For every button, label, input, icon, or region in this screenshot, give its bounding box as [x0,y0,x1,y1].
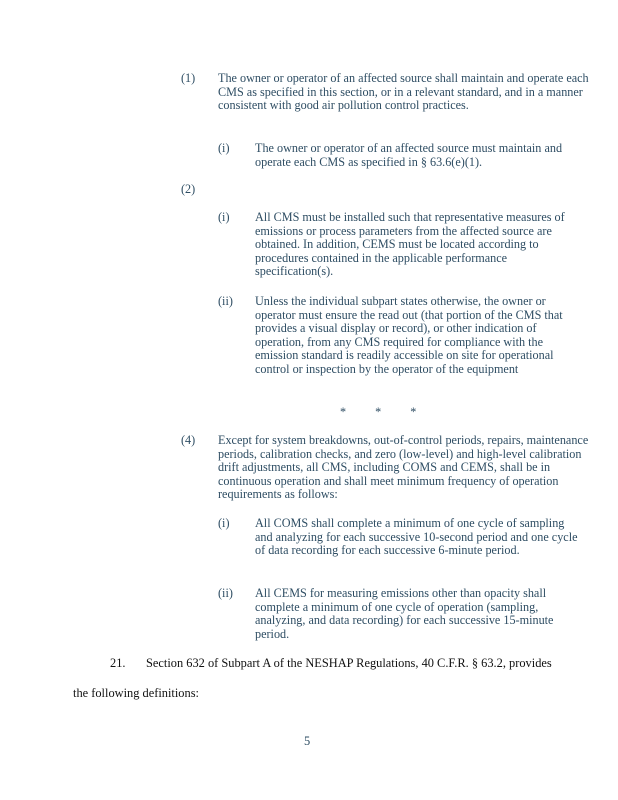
item-4-sub-i-number: (i) [218,516,230,530]
item-2-sub-i-number: (i) [218,210,230,224]
paragraph-21-line-1: Section 632 of Subpart A of the NESHAP Regulations, 40 C.F.R. § 63.2, provides [146,656,552,670]
paragraph-21-number: 21. [110,656,126,670]
item-2-sub-i-text: All CMS must be installed such that representative measures of emissions or process parameters from the affected source are obtained. In addition, CEMS must be located according to procedures contained in the applicable performance specification(s). [255,210,565,278]
item-1-sub-i-number: (i) [218,141,230,155]
item-4-sub-ii-number: (ii) [218,586,233,600]
item-1-sub-i-text: The owner or operator of an affected source must maintain and operate each CMS as specified in § 63.6(e)(1). [255,141,563,169]
item-4-sub-i-text: All COMS shall complete a minimum of one cycle of sampling and analyzing for each successive 10-second period and one cycle of data recording for each successive 6-minute period. [255,516,578,557]
item-2-number: (2) [181,182,196,196]
item-2-sub-ii-number: (ii) [218,294,233,308]
item-4-sub-ii-text: All CEMS for measuring emissions other than opacity shall complete a minimum of one cycle of operation (sampling, analyzing, and data recording) for each successive 15-minute period. [255,586,554,641]
item-1-text: The owner or operator of an affected source shall maintain and operate each CMS as specified in this section, or in a relevant standard, and in a manner consistent with good air pollution control practices. [218,71,589,112]
item-4-number: (4) [181,433,196,447]
item-4-text: Except for system breakdowns, out-of-control periods, repairs, maintenance periods, calibration checks, and zero (low-level) and high-level calibration drift adjustments, all CMS, including COMS and CEMS, shall be in continuous operation and shall meet minimum frequency of operation requirements as follows: [218,433,589,501]
paragraph-21-line-2: the following definitions: [73,686,199,700]
item-1-number: (1) [181,71,196,85]
ellipsis-stars: * * * [340,405,417,419]
item-2-sub-ii-text: Unless the individual subpart states otherwise, the owner or operator must ensure the read out (that portion of the CMS that provides a visual display or record), or other indication of operation, from any CMS required for compliance with the emission standard is readily accessible on site for operational control or inspection by the operator of the equipment [255,294,563,376]
page-number: 5 [304,734,311,748]
